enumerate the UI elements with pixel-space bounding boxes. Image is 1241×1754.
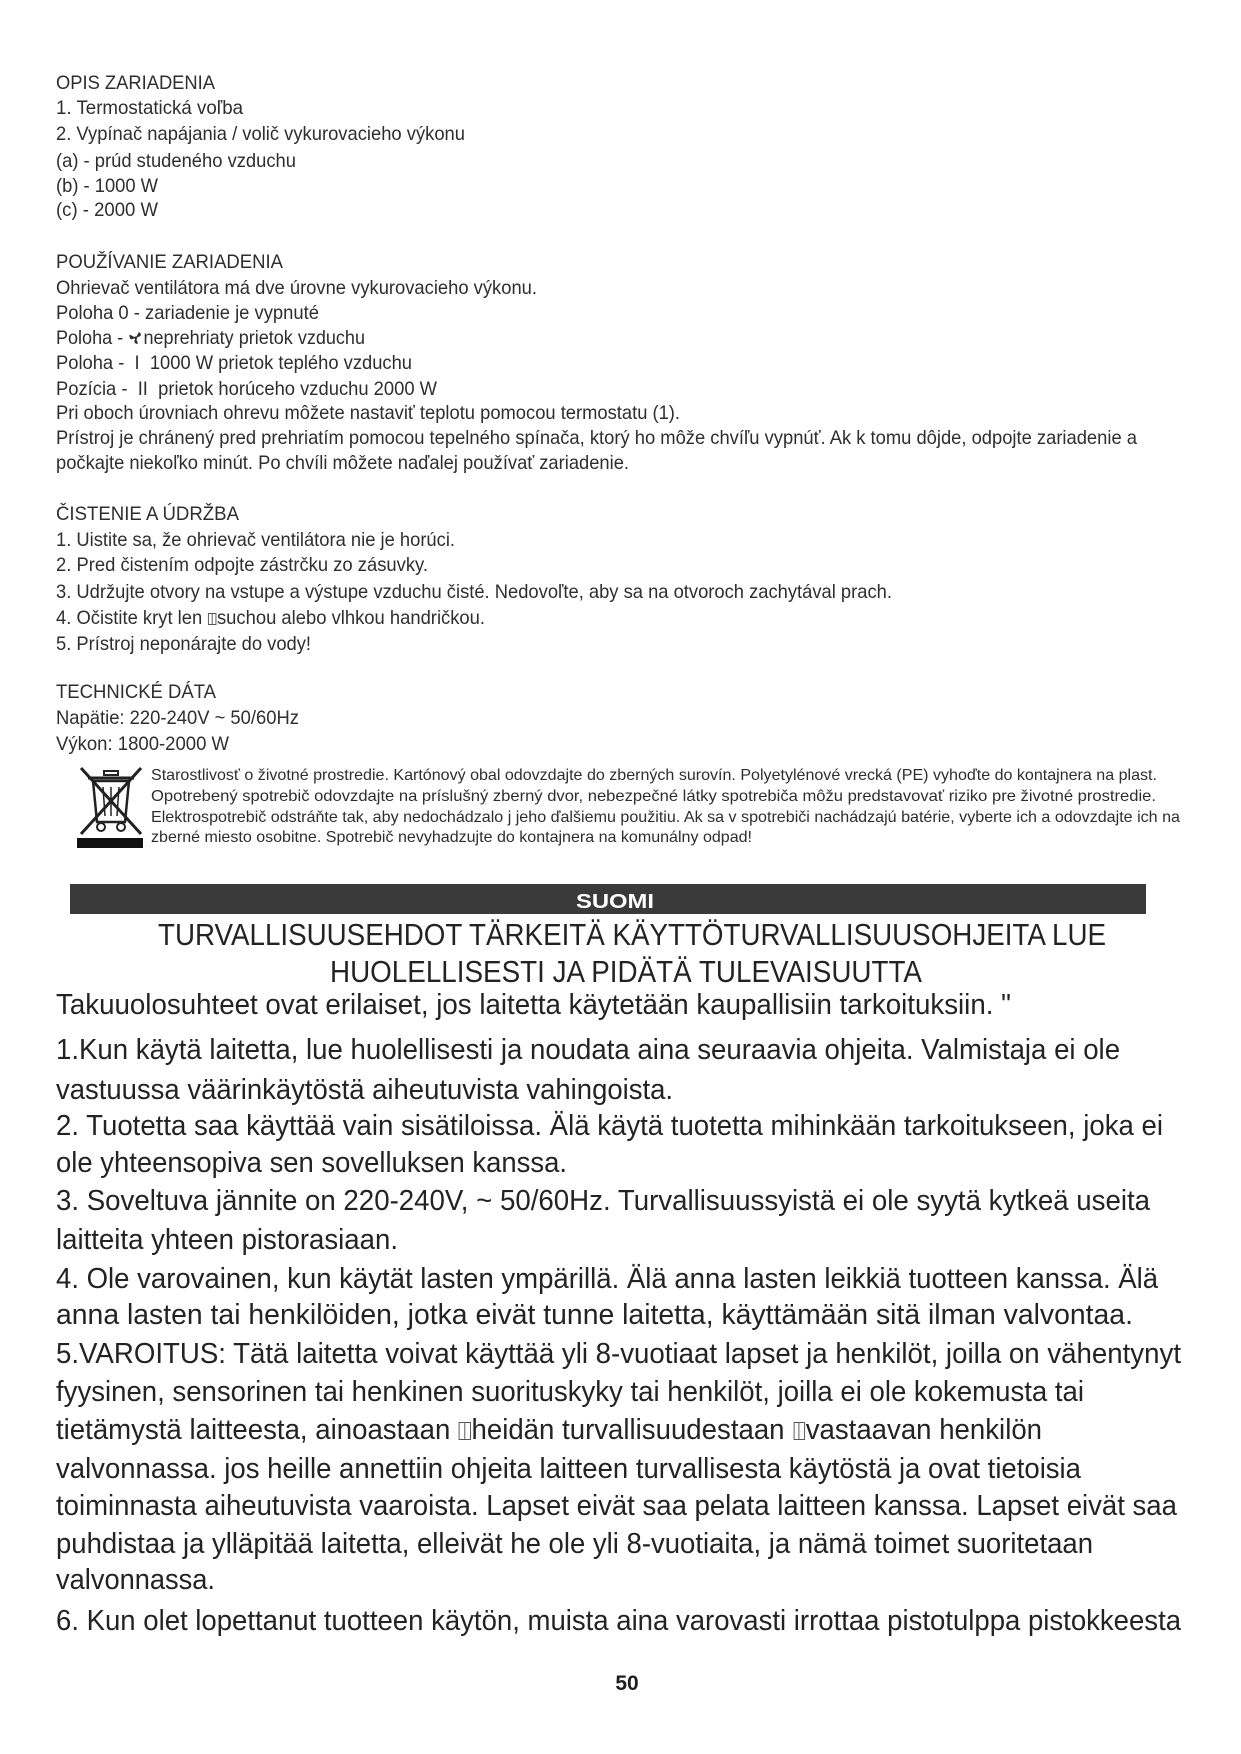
body-line: 3. Soveltuva jännite on 220-240V, ~ 50/60Hz. Turvallisuussyistä ei ole syytä kytkeä useita xyxy=(56,1185,1151,1217)
usage-line: Pri oboch úrovniach ohrevu môžete nastaviť teplotu pomocou termostatu (1). xyxy=(56,402,681,424)
cleaning-line-glyph xyxy=(56,606,485,631)
body-line: vastuussa väärinkäytöstä aiheutuvista vahingoista. xyxy=(56,1074,674,1106)
body-line: 2. Tuotetta saa käyttää vain sisätiloissa. Älä käytä tuotetta mihinkään tarkoitukseen, joka ei xyxy=(56,1110,1163,1142)
usage-fan-suffix: neprehriaty prietok vzduchu xyxy=(143,327,365,349)
body-line: valvonnassa. jos heille annettiin ohjeita laitteen turvallisesta käytöstä ja ovat tietoisia xyxy=(56,1453,1081,1485)
description-line: (b) - 1000 W xyxy=(56,175,159,197)
weee-crossed-bin-icon xyxy=(76,762,146,848)
section-title-tech: TECHNICKÉ DÁTA xyxy=(56,681,217,703)
description-line: 1. Termostatická voľba xyxy=(56,97,244,119)
body-line: anna lasten tai henkilöiden, jotka eivät tunne laitetta, käyttämään sitä ilman valvontaa. xyxy=(56,1299,1133,1331)
cleaning-line: 1. Uistite sa, že ohrievač ventilátora nie je horúci. xyxy=(56,529,456,551)
recycle-line: zberné miesto osobitne. Spotrebič nevyhadzujte do kontajnera na komunálny odpad! xyxy=(151,829,752,846)
body-line: ole yhteensopiva sen sovelluksen kanssa. xyxy=(56,1147,568,1179)
cleaning-line: 5. Prístroj neponárajte do vody! xyxy=(56,633,312,655)
missing-glyph-icon xyxy=(208,613,216,625)
body-line: 6. Kun olet lopettanut tuotteen käytön, muista aina varovasti irrottaa pistotulppa pistokkeesta xyxy=(56,1605,1182,1637)
missing-glyph-icon xyxy=(793,1422,805,1440)
weee-bar xyxy=(77,838,143,848)
missing-glyph-icon xyxy=(459,1422,471,1440)
language-section-label: SUOMI xyxy=(576,891,654,913)
usage-line: Poloha 0 - zariadenie je vypnuté xyxy=(56,302,320,324)
body-line: puhdistaa ja ylläpitää laitetta, elleivät he ole yli 8-vuotiaita, ja nämä toimet suoritetaan xyxy=(56,1528,1094,1560)
cleaning-glyph-suffix: suchou alebo vlhkou handričkou. xyxy=(216,607,486,629)
usage-line-fan xyxy=(56,326,365,351)
tech-line-power: Výkon: 1800-2000 W xyxy=(56,733,230,755)
body-line: fyysinen, sensorinen tai henkinen suorituskyky tai henkilöt, joilla ei ole kokemusta tai xyxy=(56,1376,1084,1408)
cleaning-line: 2. Pred čistením odpojte zástrčku zo zásuvky. xyxy=(56,554,429,576)
section-title-usage: POUŽÍVANIE ZARIADENIA xyxy=(56,251,284,273)
body-line: 5.VAROITUS: Tätä laitetta voivat käyttää yli 8-vuotiaat lapset ja henkilöt, joilla on vähentynyt xyxy=(56,1338,1182,1370)
body-line: toiminnasta aiheutuvista vaaroista. Lapset eivät saa pelata laitteen kanssa. Lapset eivät saa xyxy=(56,1490,1177,1522)
body-glyph-part: heidän turvallisuudestaan xyxy=(471,1414,793,1446)
recycle-line: Starostlivosť o životné prostredie. Kartónový obal odovzdajte do zberných surovín. Polyetylénové vrecká (PE) vyhoďte do kontajnera na plast. xyxy=(151,767,1157,784)
cleaning-glyph-prefix: 4. Očistite kryt len xyxy=(56,607,208,629)
fan-icon xyxy=(128,331,143,345)
safety-title-line: TURVALLISUUSEHDOT TÄRKEITÄ KÄYTTÖTURVALLISUUSOHJEITA LUE xyxy=(158,917,1106,952)
recycle-line: Elektrospotrebič odstráňte tak, aby nedochádzalo j jeho ďalšiemu použitiu. Ak sa v spotrebiči nachádzajú batérie, vyberte ich a odovzdajte ich na xyxy=(151,809,1180,826)
section-title-description: OPIS ZARIADENIA xyxy=(56,72,216,94)
description-line: (c) - 2000 W xyxy=(56,199,159,221)
recycle-line: Opotrebený spotrebič odovzdajte na príslušný zberný dvor, nebezpečné látky spotrebiča môžu predstavovať riziko pre životné prostredie. xyxy=(151,788,1157,805)
safety-title-line: HUOLELLISESTI JA PIDÄTÄ TULEVAISUUTTA xyxy=(330,954,922,989)
description-line: 2. Vypínač napájania / volič vykurovacieho výkonu xyxy=(56,123,466,145)
body-line: Takuuolosuhteet ovat erilaiset, jos laitetta käytetään kaupallisiin tarkoituksiin. " xyxy=(56,989,1011,1021)
body-line: 4. Ole varovainen, kun käytät lasten ympärillä. Älä anna lasten leikkiä tuotteen kanssa. Älä xyxy=(56,1263,1159,1295)
usage-fan-prefix: Poloha - xyxy=(56,327,129,349)
usage-line: Prístroj je chránený pred prehriatím pomocou tepelného spínača, ktorý ho môže chvíľu vypnúť. Ak k tomu dôjde, odpojte zariadenie a xyxy=(56,427,1137,449)
body-line: laitteita yhteen pistorasiaan. xyxy=(56,1224,398,1256)
body-glyph-part: vastaavan henkilön xyxy=(805,1414,1043,1446)
description-line: (a) - prúd studeného vzduchu xyxy=(56,150,296,172)
body-line-glyphs xyxy=(56,1411,1042,1449)
body-glyph-part: tietämystä laitteesta, ainoastaan xyxy=(56,1414,459,1446)
usage-line: Poloha - I 1000 W prietok teplého vzduchu xyxy=(56,352,412,374)
body-line: valvonnassa. xyxy=(56,1564,216,1596)
usage-line: počkajte niekoľko minút. Po chvíli môžete naďalej používať zariadenie. xyxy=(56,452,629,474)
page-number: 50 xyxy=(615,1672,639,1695)
section-title-cleaning: ČISTENIE A ÚDRŽBA xyxy=(56,503,239,525)
cleaning-line: 3. Udržujte otvory na vstupe a výstupe vzduchu čisté. Nedovoľte, aby sa na otvoroch zachytával prach. xyxy=(56,581,892,603)
body-line: 1.Kun käytä laitetta, lue huolellisesti ja noudata aina seuraavia ohjeita. Valmistaja ei ole xyxy=(56,1034,1121,1066)
usage-line: Ohrievač ventilátora má dve úrovne vykurovacieho výkonu. xyxy=(56,277,538,299)
tech-line-voltage: Napätie: 220-240V ~ 50/60Hz xyxy=(56,707,299,729)
usage-line: Pozícia - II prietok horúceho vzduchu 2000 W xyxy=(56,378,438,400)
